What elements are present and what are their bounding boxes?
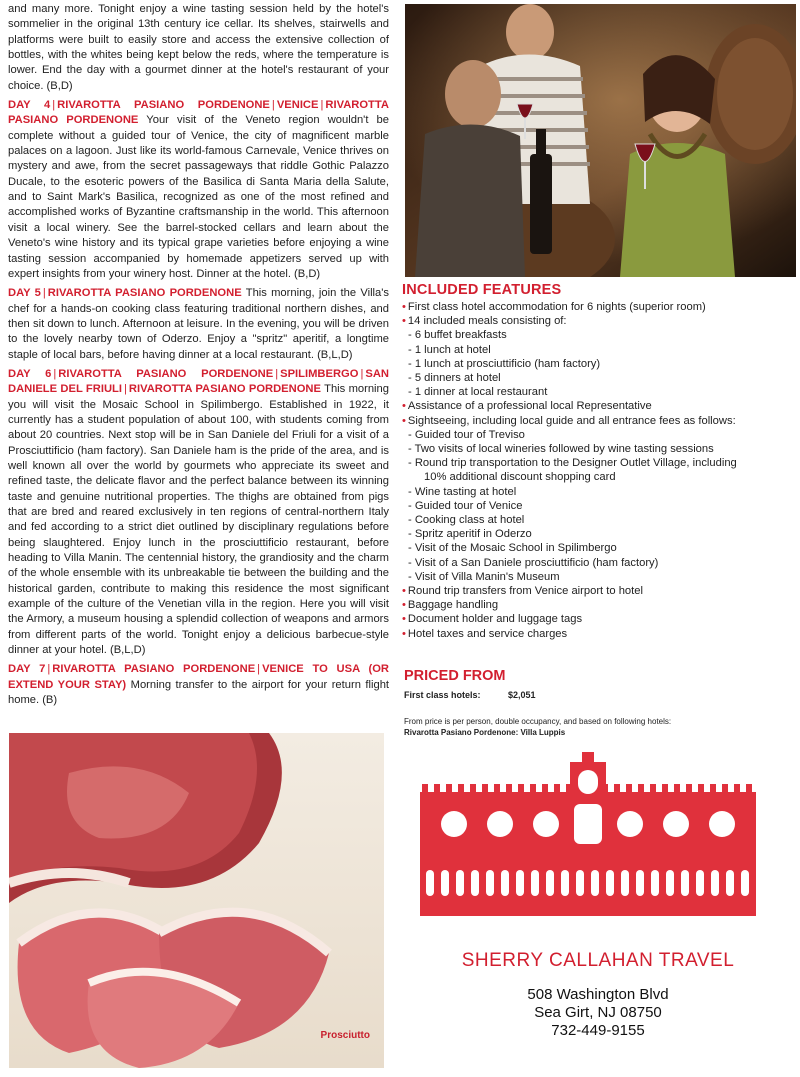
crenel: [458, 784, 464, 793]
feature-text: - Two visits of local wineries followed by wine tasting sessions: [408, 443, 714, 456]
crenel: [614, 784, 620, 793]
day-location: VENICE: [276, 99, 319, 112]
day-location: RIVAROTTA PASIANO PORDENONE: [58, 367, 274, 380]
feature-text: Assistance of a professional local Representative: [407, 400, 652, 413]
feature-item: [402, 627, 794, 641]
crenel: [674, 784, 680, 793]
day-paragraph: [8, 662, 389, 708]
crenel: [482, 784, 488, 793]
palace-drawing: [420, 752, 756, 916]
feature-item: [402, 314, 794, 328]
feature-item: [402, 442, 794, 456]
prosciutto-photo: [9, 733, 384, 1068]
day-label: DAY 6: [8, 367, 52, 380]
palace-arch: [576, 870, 584, 896]
agency-phone: 732-449-9155: [551, 1022, 645, 1039]
location-separator: |: [360, 367, 364, 380]
feature-item: [402, 428, 794, 442]
feature-item: [402, 300, 794, 314]
bullet-icon: •: [402, 315, 406, 328]
day-location: RIVAROTTA PASIANO PORDENONE: [8, 99, 389, 127]
feature-text: - Spritz aperitif in Oderzo: [408, 528, 532, 541]
palace-arch: [441, 870, 449, 896]
palace-arch: [501, 870, 509, 896]
feature-item: [402, 570, 794, 584]
palace-window: [617, 811, 643, 837]
agency-block: [402, 950, 794, 1040]
day-location: RIVAROTTA PASIANO PORDENONE: [47, 287, 242, 300]
feature-item: [402, 612, 794, 626]
crenel: [626, 784, 632, 793]
day-location: SPILIMBERGO: [280, 367, 359, 380]
crenel: [554, 784, 560, 793]
location-separator: |: [275, 367, 279, 380]
feature-item: [402, 499, 794, 513]
agency-name: SHERRY CALLAHAN TRAVEL: [461, 950, 735, 971]
price-note: [404, 716, 796, 738]
feature-text: - Guided tour of Venice: [408, 499, 523, 512]
crenel: [470, 784, 476, 793]
feature-text: Hotel taxes and service charges: [407, 627, 568, 640]
feature-item: [402, 527, 794, 541]
feature-item: [402, 598, 794, 612]
crenel: [446, 784, 452, 793]
feature-text: - 1 lunch at prosciuttificio (ham factory): [408, 357, 601, 370]
price-hotel: Rivarotta Pasiano Pordenone: Villa Luppis: [404, 728, 566, 737]
bullet-icon: •: [402, 585, 406, 598]
feature-item: [402, 485, 794, 499]
palace-arch: [561, 870, 569, 896]
day-label: DAY 4: [8, 99, 51, 112]
feature-item: [402, 470, 794, 484]
bullet-icon: •: [402, 627, 406, 640]
palace-arch: [546, 870, 554, 896]
feature-text: - 1 lunch at hotel: [408, 343, 491, 356]
wine-tasting-illustration: [405, 4, 796, 277]
feature-item: [402, 357, 794, 371]
feature-item: [402, 513, 794, 527]
crenel: [530, 784, 536, 793]
day-description: Morning transfer to the airport for your return flight home. (B): [8, 678, 390, 707]
crenel: [542, 784, 548, 793]
bullet-icon: •: [402, 599, 406, 612]
crenel: [686, 784, 692, 793]
feature-text: First class hotel accommodation for 6 nights (superior room): [407, 301, 706, 313]
location-separator: |: [257, 663, 261, 676]
feature-text: - Visit of Villa Manin's Museum: [408, 570, 560, 583]
palace-arch: [726, 870, 734, 896]
palace-arch: [456, 870, 464, 896]
feature-text: - 1 dinner at local restaurant: [408, 386, 548, 399]
day-paragraph: [8, 286, 389, 363]
palace-arch: [591, 870, 599, 896]
feature-text: - Guided tour of Treviso: [408, 428, 525, 441]
included-features-title: INCLUDED FEATURES: [402, 282, 562, 298]
feature-item: [402, 456, 794, 470]
bullet-icon: •: [402, 301, 406, 313]
bullet-icon: •: [402, 414, 406, 427]
feature-item: [402, 371, 794, 385]
features-list: [402, 300, 794, 641]
location-separator: |: [320, 99, 324, 112]
palace-arch: [666, 870, 674, 896]
location-separator: |: [123, 383, 127, 396]
crenel: [638, 784, 644, 793]
feature-text: Document holder and luggage tags: [407, 613, 583, 626]
itinerary-column: [8, 2, 389, 712]
feature-item: [402, 399, 794, 413]
prosciutto-illustration: [9, 733, 384, 1068]
feature-text: - 5 dinners at hotel: [408, 372, 501, 385]
bullet-icon: •: [402, 400, 406, 413]
crenel: [650, 784, 656, 793]
palace-arch: [606, 870, 614, 896]
feature-item: [402, 414, 794, 428]
day-label: DAY 5: [8, 287, 41, 300]
palace-arch: [531, 870, 539, 896]
palace-arch: [636, 870, 644, 896]
feature-item: [402, 343, 794, 357]
day-location: RIVAROTTA PASIANO PORDENONE: [57, 99, 270, 112]
feature-text: Sightseeing, including local guide and all entrance fees as follows:: [407, 414, 736, 427]
palace-window: [533, 811, 559, 837]
feature-item: [402, 385, 794, 399]
crenel: [434, 784, 440, 793]
crenel: [734, 784, 740, 793]
feature-text: Baggage handling: [407, 599, 499, 612]
location-separator: |: [53, 367, 57, 380]
prosciutto-caption: Prosciutto: [320, 1030, 370, 1041]
crenel: [506, 784, 512, 793]
location-separator: |: [52, 99, 56, 112]
agency-address-2: Sea Girt, NJ 08750: [534, 1004, 662, 1021]
crenel: [494, 784, 500, 793]
included-features-section: [402, 282, 794, 641]
palace-arch: [651, 870, 659, 896]
day-location: RIVAROTTA PASIANO PORDENONE: [52, 663, 256, 676]
palace-window: [709, 811, 735, 837]
day-description: This morning, join the Villa's chef for a hands-on cooking class featuring traditional northern dishes, and then sit down to lunch. Afternoon at leisure. In the evening, you will be driven to the lovely nearby town of Oderzo. Enjoy a "spritz" aperitif, a longtime staple of local bars, before having dinner at a local restaurant. (B,L,D): [8, 287, 389, 361]
palace-arch: [486, 870, 494, 896]
palace-arch: [711, 870, 719, 896]
feature-text: Round trip transfers from Venice airport to hotel: [407, 585, 643, 598]
agency-address-1: 508 Washington Blvd: [527, 986, 669, 1003]
day-location: SAN DANIELE DEL FRIULI: [8, 367, 389, 396]
wine-tasting-photo: [405, 4, 796, 277]
crenel: [722, 784, 728, 793]
feature-item: [402, 556, 794, 570]
day-description: This morning you will visit the Mosaic School in Spilimbergo. Established in 1922, it currently has a student population of about 100, with students coming from about 20 countries. Next stop will be in San Daniele del Friuli for a visit of a Prosciuttificio (ham factory). San Daniele ham is the pride of the area, and is well known all over the world by gourmets who appreciate its sweet and refined taste, the delicate flavor and the perfect balance between its winning taste and genuine nutritional properties. The thighs are obtained from pigs that are bred and reared exclusively in ten regions of central-northern Italy and fed according to a strict diet outlined by disciplinary regulations before being slaughtered. Enjoy lunch in the prosciuttificio restaurant, before heading to Villa Manin. The centennial history, the grandiosity and the charm of the whole ensemble with its unbreakable tie between the building and the historical garden, contribute to making this residence the most significant example of the culture of the Venetian villa in the region. Here you will visit the Armory, a museum housing a splendid collection of weapons and armors from different parts of the world. Tonight enjoy a delicious barbecue-style dinner at your hotel. (B,L,D): [8, 383, 389, 657]
price-row: [404, 690, 796, 700]
bullet-icon: •: [402, 613, 406, 626]
crenel: [422, 784, 428, 793]
feature-item: [402, 584, 794, 598]
crenel: [710, 784, 716, 793]
palace-arch: [426, 870, 434, 896]
pricing-section: [404, 668, 796, 700]
intro-paragraph: and many more. Tonight enjoy a wine tasting session held by the hotel's sommelier in the original 13th century ice cellar. Its shelves, stairwells and platforms were built to easily store and access the extensive collection of bottles, with the whites being kept below the reds, where the temperature is lower. End the day with a gourmet dinner at the hotel's restaurant of your choice. (B,D): [8, 3, 389, 92]
feature-item: [402, 541, 794, 555]
feature-text: - Round trip transportation to the Designer Outlet Village, including: [408, 457, 737, 470]
feature-text: 14 included meals consisting of:: [407, 315, 567, 328]
feature-text: - Cooking class at hotel: [408, 514, 525, 527]
location-separator: |: [42, 287, 46, 300]
day-label: DAY 7: [8, 663, 46, 676]
palace-arch: [681, 870, 689, 896]
feature-text: - Visit of a San Daniele prosciuttificio (ham factory): [408, 556, 659, 569]
palace-arch: [741, 870, 749, 896]
feature-item: [402, 328, 794, 342]
feature-text: - 6 buffet breakfasts: [408, 329, 507, 342]
price-value: $2,051: [508, 690, 536, 700]
location-separator: |: [271, 99, 275, 112]
feature-text: 10% additional discount shopping card: [424, 471, 616, 484]
feature-text: - Wine tasting at hotel: [408, 485, 517, 498]
day-paragraph: [8, 98, 389, 282]
price-note-text: From price is per person, double occupancy, and based on following hotels:: [404, 717, 672, 726]
day-location: VENICE TO USA (OR EXTEND YOUR STAY): [8, 663, 389, 691]
palace-window: [487, 811, 513, 837]
doges-palace-illustration: [420, 752, 756, 916]
crenel: [518, 784, 524, 793]
day-list: [8, 98, 389, 708]
crenel: [662, 784, 668, 793]
day-location: RIVAROTTA PASIANO PORDENONE: [128, 383, 321, 396]
priced-from-title: PRICED FROM: [404, 668, 506, 684]
palace-window: [441, 811, 467, 837]
crenel: [746, 784, 752, 793]
price-label: First class hotels:: [404, 690, 481, 700]
palace-arch: [621, 870, 629, 896]
crenel: [698, 784, 704, 793]
day-description: Your visit of the Veneto region wouldn't be complete without a guided tour of Venice, the city of magnificent marble palaces on a lagoon. Just like its world-famous Carnevale, Venice thrives on mystery and awe, from the secret passageways that riddle Gothic Palazzo Ducale, to the esoteric powers of the Basilica di Santa Maria della Salute, and to Saint Mark's Basilica, recognized as one of the most refined and accomplished works of Byzantine craftsmanship in the world. This afternoon visit a local winery. See the barrel-stocked cellars and learn about the Veneto's wine history and its typical grape varieties before enjoying a wine tasting session accompanied by homemade appetizers served up with expert insights from your winery host. Dinner at the hotel. (B,D): [8, 114, 389, 280]
location-separator: |: [47, 663, 51, 676]
palace-arch: [516, 870, 524, 896]
palace-window: [663, 811, 689, 837]
feature-text: - Visit of the Mosaic School in Spilimbergo: [408, 542, 617, 555]
palace-arch: [696, 870, 704, 896]
day-paragraph: [8, 367, 389, 659]
palace-arch: [471, 870, 479, 896]
